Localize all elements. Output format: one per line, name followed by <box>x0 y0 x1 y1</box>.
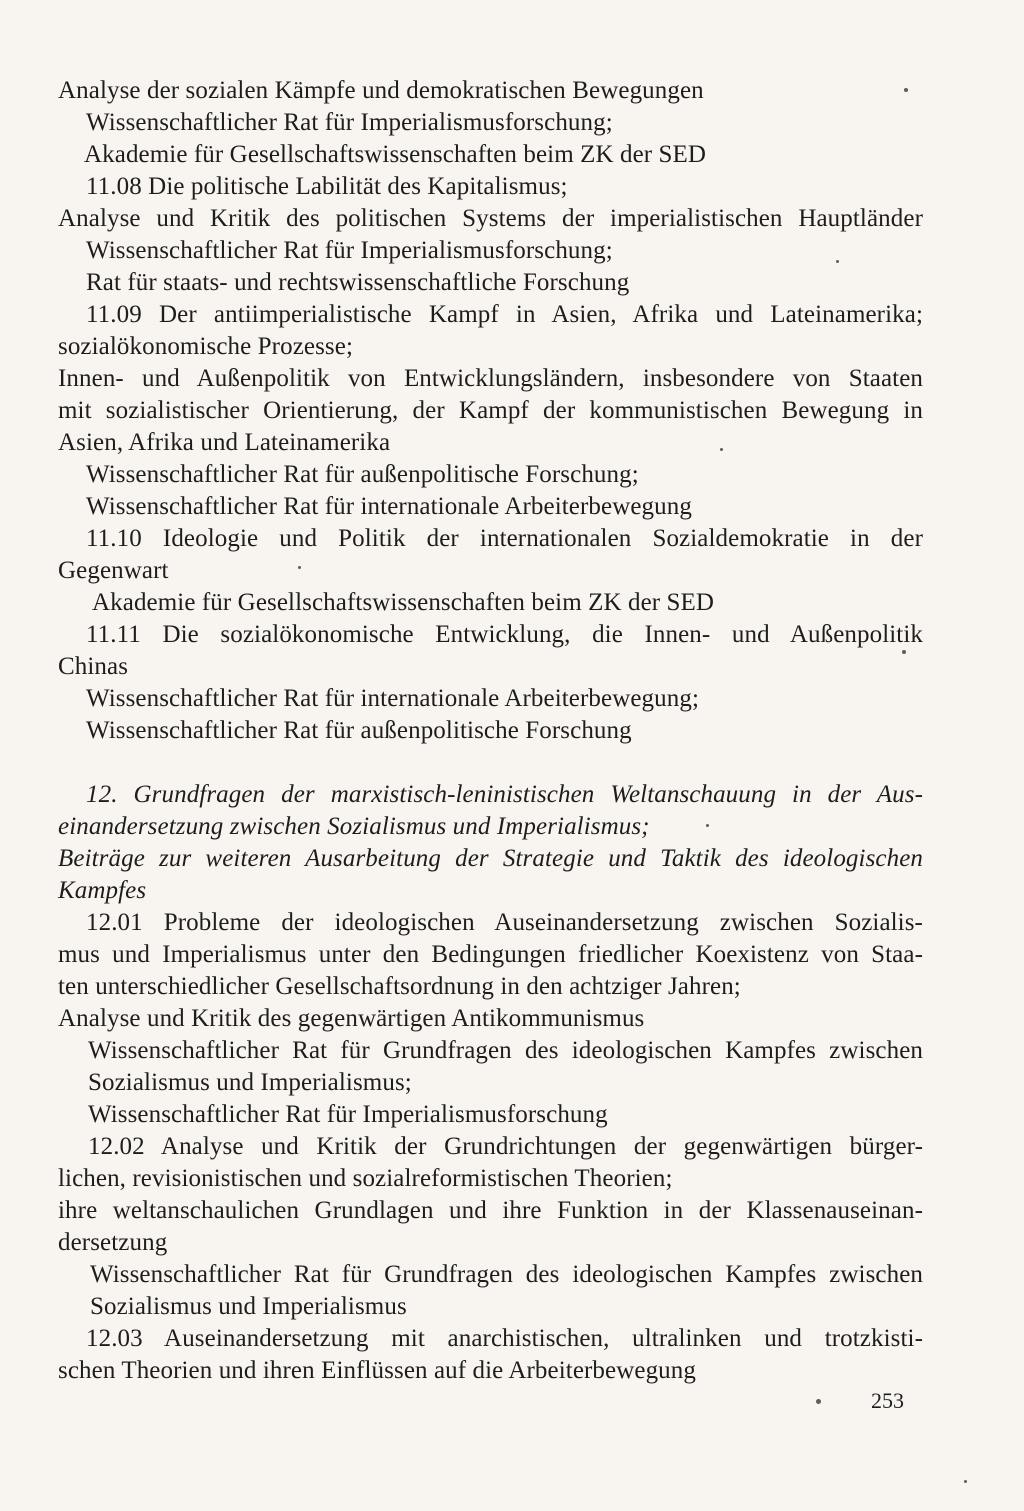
scan-speck <box>964 1480 967 1483</box>
text-line: ihre weltanschaulichen Grundlagen und ihre Funktion in der Klassenauseinan- <box>58 1197 923 1224</box>
scan-speck <box>836 260 839 263</box>
text-line: Wissenschaftlicher Rat für außenpolitische Forschung; <box>86 461 639 488</box>
section-heading-line: Kampfes <box>58 877 147 904</box>
text-line: Chinas <box>58 653 129 680</box>
page-number: 253 <box>871 1388 904 1413</box>
text-line: 12.01 Probleme der ideologischen Auseinandersetzung zwischen Sozialis- <box>86 909 923 936</box>
text-line: Akademie für Gesellschaftswissenschaften beim ZK der SED <box>92 589 715 616</box>
text-line: Wissenschaftlicher Rat für internationale Arbeiterbewegung <box>86 493 692 520</box>
text-line: Wissenschaftlicher Rat für Grundfragen des ideologischen Kampfes zwischen <box>88 1037 923 1064</box>
text-line: sozialökonomische Prozesse; <box>58 333 353 360</box>
text-line: Rat für staats- und rechtswissenschaftliche Forschung <box>86 269 630 296</box>
text-line: 11.08 Die politische Labilität des Kapitalismus; <box>86 173 568 200</box>
scan-speck <box>720 448 723 451</box>
text-line: Wissenschaftlicher Rat für Imperialismusforschung; <box>86 109 613 136</box>
text-line: 11.09 Der antiimperialistische Kampf in Asien, Afrika und Lateinamerika; <box>86 301 923 328</box>
text-line: schen Theorien und ihren Einflüssen auf die Arbeiterbewegung <box>58 1357 696 1384</box>
text-line: Wissenschaftlicher Rat für internationale Arbeiterbewegung; <box>86 685 700 712</box>
text-line: Wissenschaftlicher Rat für Imperialismusforschung; <box>86 237 613 264</box>
text-line: Wissenschaftlicher Rat für Imperialismusforschung <box>88 1101 608 1128</box>
text-line: mit sozialistischer Orientierung, der Kampf der kommunistischen Bewegung in <box>58 397 923 424</box>
scan-speck <box>816 1399 821 1404</box>
text-line: 12.02 Analyse und Kritik der Grundrichtungen der gegenwärtigen bürger- <box>88 1133 923 1160</box>
text-line: Wissenschaftlicher Rat für außenpolitische Forschung <box>86 717 632 744</box>
text-line: lichen, revisionistischen und sozialreformistischen Theorien; <box>58 1165 673 1192</box>
text-line: 11.11 Die sozialökonomische Entwicklung, die Innen- und Außenpolitik <box>86 621 923 648</box>
text-line: 11.10 Ideologie und Politik der internationalen Sozialdemokratie in der <box>86 525 923 552</box>
section-heading-line: einandersetzung zwischen Sozialismus und Imperialismus; <box>58 813 650 840</box>
text-line: Akademie für Gesellschaftswissenschaften beim ZK der SED <box>84 141 707 168</box>
text-line: Gegenwart <box>58 557 169 584</box>
text-line: Analyse und Kritik des gegenwärtigen Antikommunismus <box>58 1005 645 1032</box>
text-line: mus und Imperialismus unter den Bedingungen friedlicher Koexistenz von Staa- <box>58 941 923 968</box>
text-line: Analyse der sozialen Kämpfe und demokratischen Bewegungen <box>58 77 704 104</box>
section-heading-line: Beiträge zur weiteren Ausarbeitung der Strategie und Taktik des ideologischen <box>58 845 923 872</box>
text-line: Sozialismus und Imperialismus; <box>88 1069 412 1096</box>
text-line: Innen- und Außenpolitik von Entwicklungsländern, insbesondere von Staaten <box>58 365 923 392</box>
scan-speck <box>902 650 906 654</box>
scan-speck <box>706 824 709 827</box>
text-line: Asien, Afrika und Lateinamerika <box>58 429 391 456</box>
text-line: dersetzung <box>58 1229 168 1256</box>
text-line: ten unterschiedlicher Gesellschaftsordnung in den achtziger Jahren; <box>58 973 741 1000</box>
text-line: Sozialismus und Imperialismus <box>90 1293 407 1320</box>
text-line: Wissenschaftlicher Rat für Grundfragen des ideologischen Kampfes zwischen <box>90 1261 923 1288</box>
scan-speck <box>298 566 301 569</box>
section-heading-line: 12. Grundfragen der marxistisch-leninistischen Weltanschauung in der Aus- <box>86 781 923 808</box>
text-line: 12.03 Auseinandersetzung mit anarchistischen, ultralinken und trotzkisti- <box>86 1325 923 1352</box>
text-line: Analyse und Kritik des politischen Systems der imperialistischen Hauptländer <box>58 205 923 232</box>
scan-speck <box>904 88 908 92</box>
